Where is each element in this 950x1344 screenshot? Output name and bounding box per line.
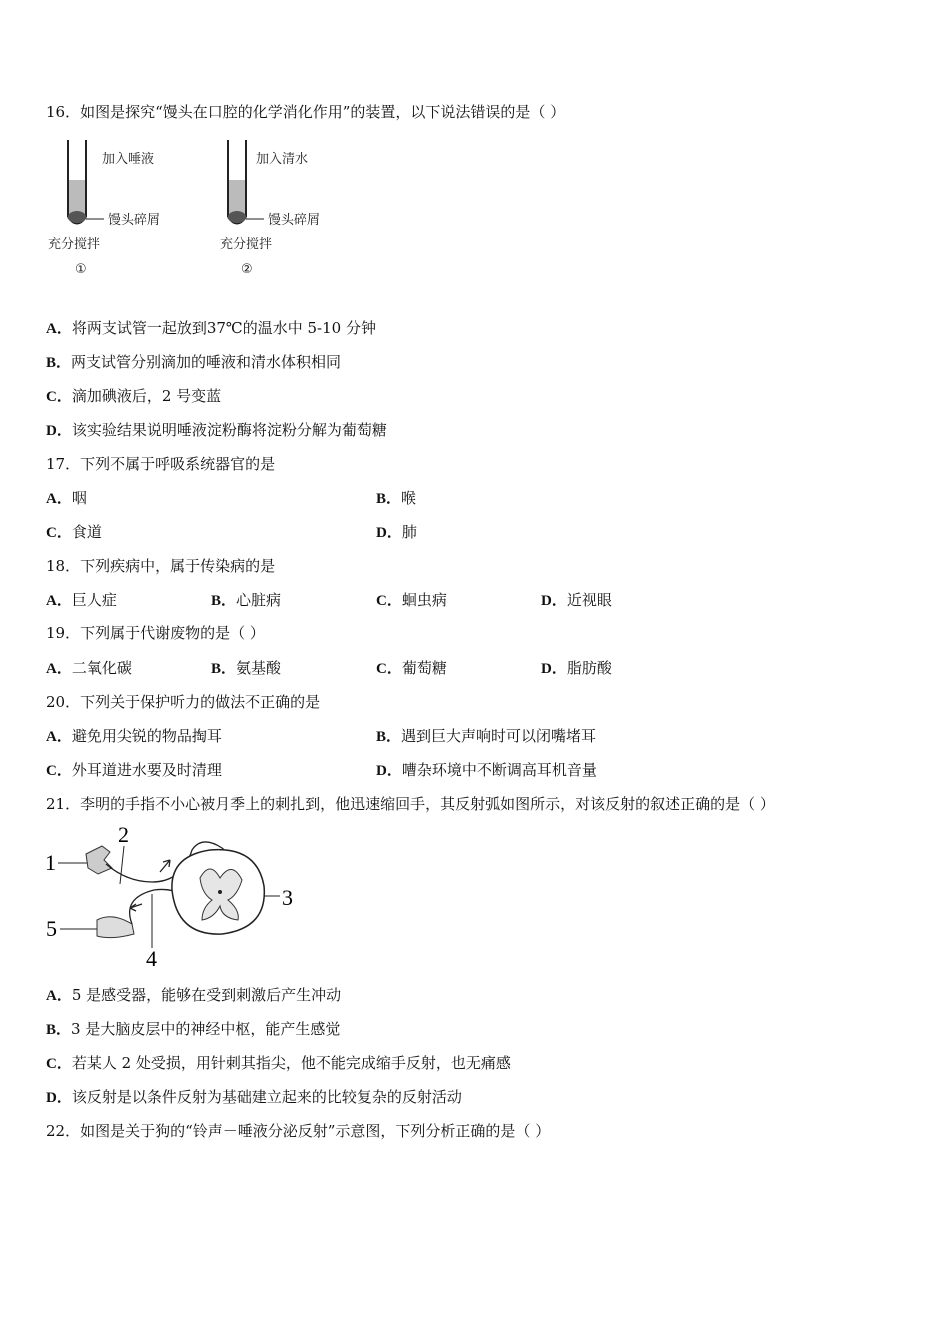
q21-stem: 21．李明的手指不小心被月季上的刺扎到，他迅速缩回手，其反射弧如图所示，对该反射的叙述正确的是（ ） [46, 795, 775, 813]
q20-option-d: D．嘈杂环境中不断调高耳机音量 [376, 761, 597, 779]
q18-option-c: C．蛔虫病 [376, 591, 447, 609]
q21-option-c: C．若某人 2 处受损，用针刺其指尖，他不能完成缩手反射，也无痛感 [46, 1054, 511, 1072]
tube1-number: ① [75, 262, 87, 277]
q20-option-c: C．外耳道进水要及时清理 [46, 761, 222, 779]
receptor-skin [86, 846, 112, 874]
q16-option-d: D．该实验结果说明唾液淀粉酶将淀粉分解为葡萄糖 [46, 421, 387, 439]
test-tube-1 [68, 140, 104, 224]
q17-stem: 17．下列不属于呼吸系统器官的是 [46, 455, 276, 473]
label-1: 1 [45, 850, 56, 875]
q21-option-d: D．该反射是以条件反射为基础建立起来的比较复杂的反射活动 [46, 1088, 462, 1106]
q19-option-a: A．二氧化碳 [46, 659, 132, 677]
q18-option-a: A．巨人症 [46, 591, 117, 609]
tube2-number: ② [241, 262, 253, 277]
tube1-top-label: 加入唾液 [102, 152, 155, 167]
q17-option-c: C．食道 [46, 523, 102, 541]
q22-stem: 22．如图是关于狗的“铃声－唾液分泌反射”示意图，下列分析正确的是（ ） [46, 1122, 551, 1140]
tube2-top-label: 加入清水 [256, 152, 309, 167]
q17-option-a: A．咽 [46, 489, 87, 507]
q16-option-c: C．滴加碘液后，2 号变蓝 [46, 387, 222, 405]
q17-option-d: D．肺 [376, 523, 417, 541]
tube1-bottom-label: 馒头碎屑 [108, 213, 161, 228]
q19-option-c: C．葡萄糖 [376, 659, 447, 677]
label-4: 4 [146, 946, 157, 971]
q21-option-a: A．5 是感受器，能够在受到刺激后产生冲动 [46, 986, 342, 1004]
q21-option-b: B．3 是大脑皮层中的神经中枢，能产生感觉 [46, 1020, 341, 1038]
reflex-arc-figure [42, 820, 302, 972]
q20-stem: 20．下列关于保护听力的做法不正确的是 [46, 693, 321, 711]
q16-test-tube-figure [44, 135, 344, 285]
q19-option-d: D．脂肪酸 [541, 659, 612, 677]
q18-option-b: B．心脏病 [211, 591, 282, 609]
tube2-bottom-label: 馒头碎屑 [268, 213, 321, 228]
q17-option-b: B．喉 [376, 489, 417, 507]
spinal-cord-section [172, 850, 264, 934]
q18-option-d: D．近视眼 [541, 591, 612, 609]
label-2: 2 [118, 822, 129, 847]
tube2-caption: 充分搅拌 [220, 237, 273, 252]
q20-option-b: B．遇到巨大声响时可以闭嘴堵耳 [376, 727, 597, 745]
q16-option-b: B．两支试管分别滴加的唾液和清水体积相同 [46, 353, 342, 371]
tube1-caption: 充分搅拌 [48, 237, 101, 252]
q18-stem: 18．下列疾病中，属于传染病的是 [46, 557, 276, 575]
q20-option-a: A．避免用尖锐的物品掏耳 [46, 727, 222, 745]
q16-stem: 16．如图是探究“馒头在口腔的化学消化作用”的装置，以下说法错误的是（ ） [46, 103, 566, 121]
q16-option-a: A．将两支试管一起放到37℃的温水中 5-10 分钟 [46, 319, 376, 337]
label-3: 3 [282, 885, 293, 910]
effector-hand [97, 917, 134, 938]
label-5: 5 [46, 916, 57, 941]
q19-stem: 19．下列属于代谢废物的是（ ） [46, 624, 265, 642]
q19-option-b: B．氨基酸 [211, 659, 282, 677]
